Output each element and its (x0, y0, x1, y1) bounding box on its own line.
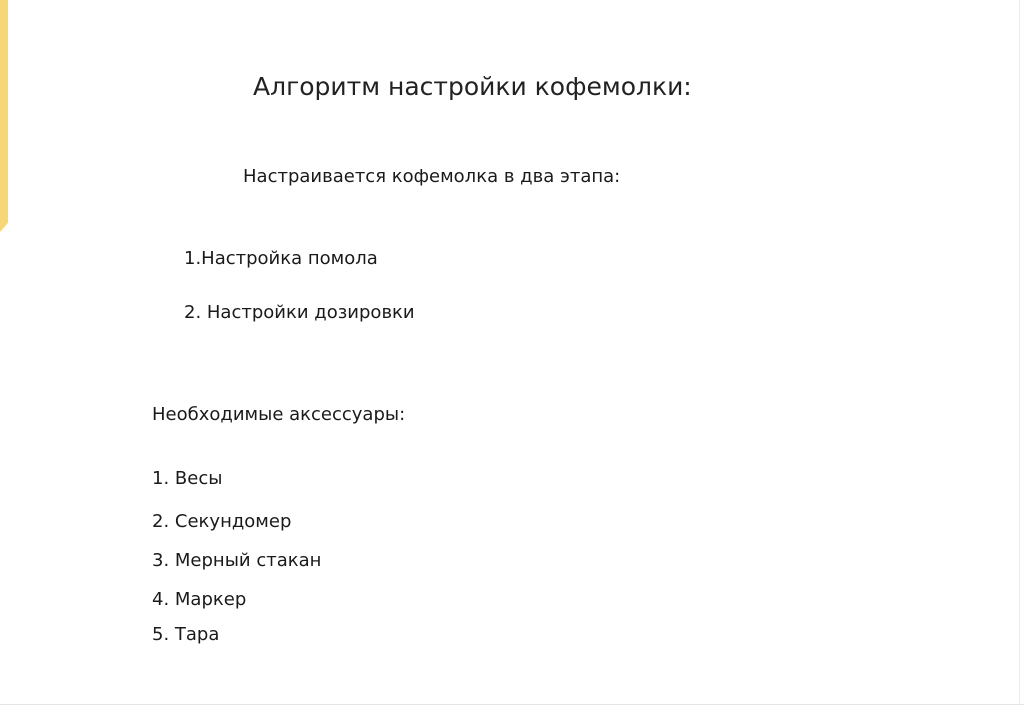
accessory-item-5: 5. Тара (152, 624, 220, 645)
stage-item-1: 1.Настройка помола (184, 248, 378, 269)
intro-text: Настраивается кофемолка в два этапа: (243, 166, 621, 187)
accessory-item-1: 1. Весы (152, 468, 223, 489)
accessories-heading: Необходимые аксессуары: (152, 404, 406, 425)
stage-item-2: 2. Настройки дозировки (184, 302, 415, 323)
slide-edge-bottom (0, 704, 1024, 705)
slide-title: Алгоритм настройки кофемолки: (253, 72, 692, 101)
slide-edge-right (1019, 0, 1020, 705)
accessory-item-2: 2. Секундомер (152, 511, 292, 532)
accessory-item-4: 4. Маркер (152, 589, 247, 610)
accent-bar (0, 0, 8, 232)
accessory-item-3: 3. Мерный стакан (152, 550, 322, 571)
